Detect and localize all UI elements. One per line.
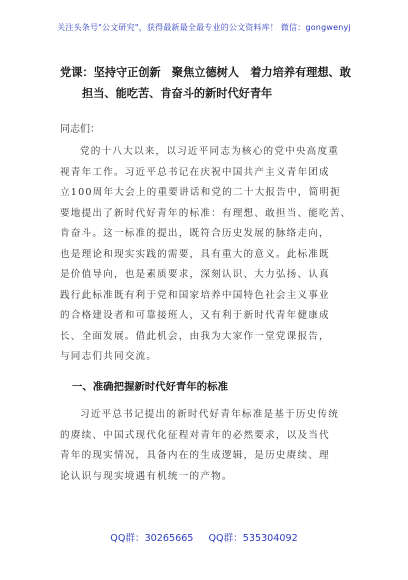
paragraph-line: 的合格建设者和可靠接班人，又有利于新时代青年健康成 (60, 310, 330, 321)
paragraph-line: 立100周年大会上的重要讲话和党的二十大报告中，简明扼 (60, 187, 341, 198)
title-line-2: 担当、能吃苦、肯奋斗的新时代好青年 (82, 87, 273, 100)
paragraph-line: 也是理论和现实实践的需要，具有重大的意义。此标准既 (60, 248, 330, 260)
paragraph-line: 习近平总书记提出的新时代好青年标准是基于历史传统 (80, 409, 340, 420)
paragraph-section-1 (60, 405, 350, 487)
paragraph-line: 党的十八大以来，以习近平同志为核心的党中央高度重 (80, 146, 340, 157)
paragraph-intro (60, 142, 350, 368)
paragraph-line: 要地提出了新时代好青年的标准：有理想、敢担当、能吃苦、 (60, 207, 352, 219)
paragraph-line: 肯奋斗。这一标准的提出，既符合历史发展的脉络走向， (60, 228, 330, 239)
salutation: 同志们： (60, 124, 100, 135)
title-line-1: 党课：坚持守正创新 聚焦立德树人 着力培养有理想、敢 (60, 66, 351, 79)
paragraph-line: 青年的现实情况，具备内在的生成逻辑，是历史赓续、理 (60, 450, 330, 461)
paragraph-line: 视青年工作。习近平总书记在庆祝中国共产主义青年团成 (60, 166, 330, 178)
paragraph-line: 践行此标准既有利于党和国家培养中国特色社会主义事业 (60, 289, 330, 301)
paragraph-line: 与同志们共同交流。 (60, 351, 158, 362)
paragraph-line: 是价值导向，也是素质要求，深刻认识、大力弘扬、认真 (60, 269, 330, 280)
paragraph-line: 论认识与现实境遇有机统一的产物。 (60, 470, 233, 482)
footer-qq-group-2: QQ群：535304092 (208, 533, 298, 544)
footer-contact (0, 530, 408, 544)
footer-qq-group-1: QQ群：30265665 (110, 533, 194, 544)
header-banner: 关注头条号"公文研究"，获得最新最全最专业的公文资料库！ 微信：gongwenyj (57, 23, 351, 32)
section-heading: 一、准确把握新时代好青年的标准 (72, 381, 228, 393)
document-title (60, 62, 352, 104)
paragraph-line: 的赓续、中国式现代化征程对青年的必然要求，以及当代 (60, 429, 330, 441)
paragraph-line: 长、全面发展。借此机会，由我为大家作一堂党课报告， (60, 330, 330, 342)
